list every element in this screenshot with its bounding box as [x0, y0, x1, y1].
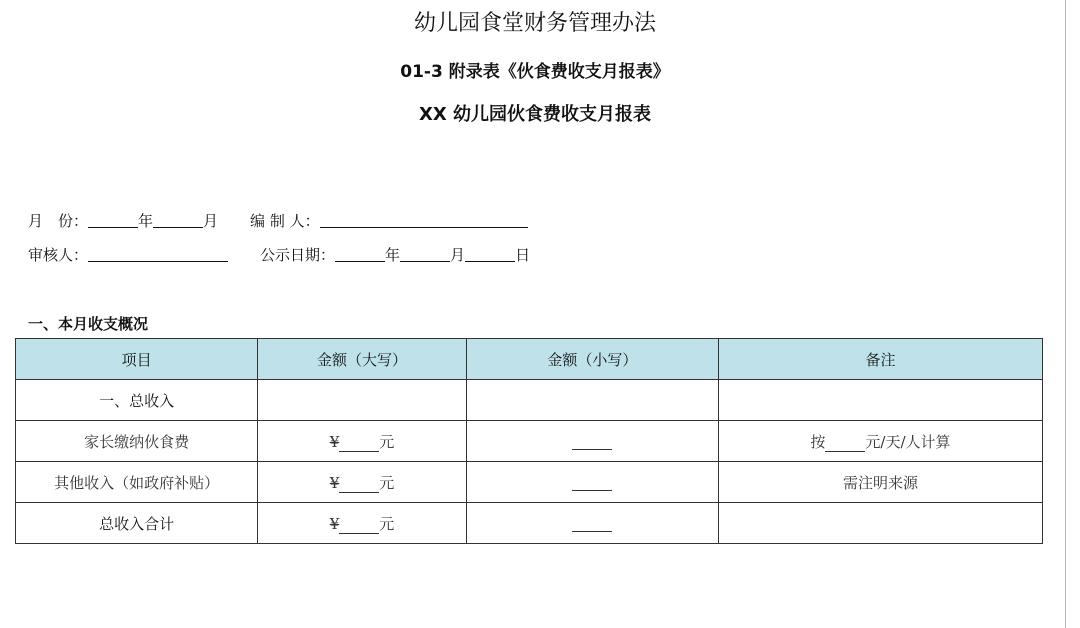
preparer-label: 编 制 人： [250, 212, 320, 230]
publish-day-char: 日 [515, 246, 531, 264]
meta-row-review [28, 244, 530, 265]
amount-small-blank[interactable] [572, 478, 612, 491]
publish-date-label: 公示日期： [260, 246, 336, 264]
row-amount-small-cell[interactable] [466, 462, 718, 503]
currency-symbol: ¥ [329, 514, 340, 533]
publish-month-char: 月 [450, 246, 466, 264]
unit-label: 元 [379, 514, 395, 533]
reviewer-blank[interactable] [88, 247, 228, 262]
doc-subtitle: 01-3 附录表《伙食费收支月报表》 [400, 62, 670, 82]
page-edge-divider [1065, 0, 1066, 628]
header-item: 项目 [16, 339, 258, 380]
header-amount-small: 金额（小写） [466, 339, 718, 380]
meta-row-month [28, 210, 528, 231]
table-row [16, 380, 1043, 421]
row-note-cell[interactable] [718, 503, 1042, 544]
row-amount-big-cell[interactable] [258, 503, 466, 544]
row-item: 其他收入（如政府补贴） [16, 462, 258, 503]
table-header-row [16, 339, 1043, 380]
row-amount-small-cell[interactable] [466, 421, 718, 462]
month-char: 月 [203, 212, 219, 230]
header-note: 备注 [718, 339, 1042, 380]
unit-label: 元 [379, 432, 395, 451]
year-char: 年 [138, 212, 154, 230]
publish-month-blank[interactable] [400, 247, 450, 262]
publish-year-char: 年 [385, 246, 401, 264]
row-amount-big-cell[interactable] [258, 462, 466, 503]
note-prefix: 按 [810, 432, 826, 451]
amount-blank[interactable] [339, 480, 379, 493]
row-note-cell: 需注明来源 [718, 462, 1042, 503]
unit-label: 元 [379, 473, 395, 492]
amount-blank[interactable] [339, 439, 379, 452]
amount-small-blank[interactable] [572, 437, 612, 450]
publish-year-blank[interactable] [335, 247, 385, 262]
row-amount-big-cell[interactable] [258, 380, 466, 421]
table-row [16, 503, 1043, 544]
currency-symbol: ¥ [329, 473, 340, 492]
row-item: 一、总收入 [16, 380, 258, 421]
form-title: XX 幼儿园伙食费收支月报表 [418, 104, 652, 125]
table-row [16, 462, 1043, 503]
row-amount-big-cell[interactable] [258, 421, 466, 462]
income-table [15, 338, 1043, 544]
row-item: 总收入合计 [16, 503, 258, 544]
month-label: 月 份： [28, 212, 89, 230]
row-item: 家长缴纳伙食费 [16, 421, 258, 462]
preparer-blank[interactable] [320, 213, 528, 228]
note-suffix: 元/天/人计算 [865, 432, 951, 451]
doc-title: 幼儿园食堂财务管理办法 [413, 11, 656, 36]
row-amount-small-cell[interactable] [466, 380, 718, 421]
header-amount-big: 金额（大写） [258, 339, 466, 380]
month-blank[interactable] [153, 213, 203, 228]
reviewer-label: 审核人： [28, 246, 89, 264]
row-amount-small-cell[interactable] [466, 503, 718, 544]
year-blank[interactable] [88, 213, 138, 228]
table-row [16, 421, 1043, 462]
amount-blank[interactable] [339, 521, 379, 534]
currency-symbol: ¥ [329, 432, 340, 451]
amount-small-blank[interactable] [572, 519, 612, 532]
publish-day-blank[interactable] [465, 247, 515, 262]
row-note-cell[interactable] [718, 380, 1042, 421]
rate-blank[interactable] [825, 439, 865, 452]
section-title: 一、本月收支概况 [28, 315, 149, 333]
row-note-cell[interactable] [718, 421, 1042, 462]
